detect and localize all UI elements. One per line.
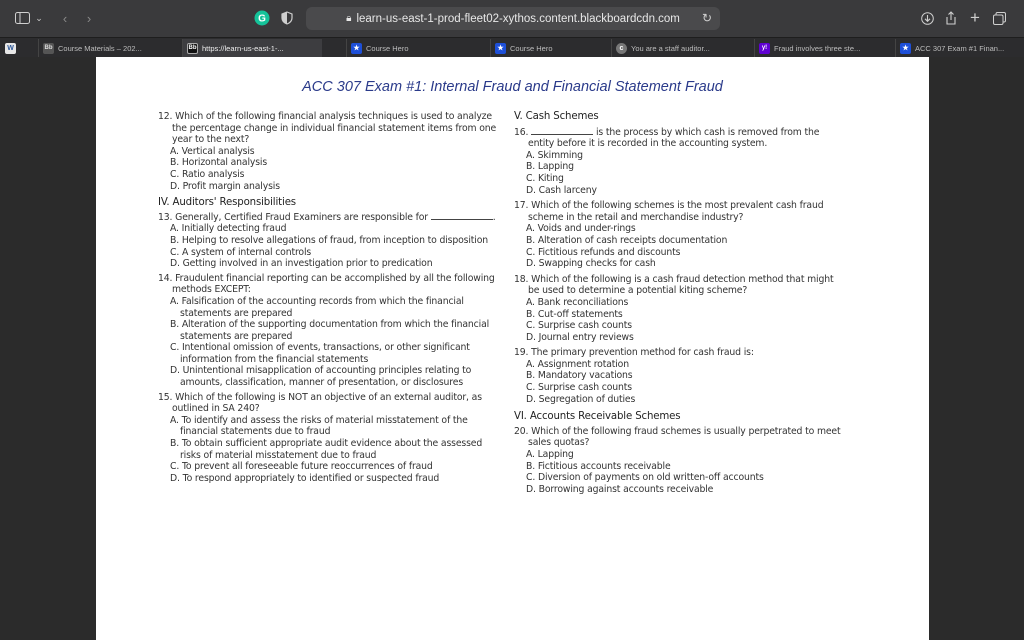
tab-label: ACC 307 Exam #1 Finan...: [915, 43, 1005, 53]
option: C. Kiting: [526, 172, 564, 184]
option: C. Intentional omission of events, transactions, or other significant information from the financial statements: [170, 342, 470, 365]
chevron-down-icon[interactable]: ⌄: [35, 12, 43, 23]
option: D. Borrowing against accounts receivable: [526, 483, 714, 495]
tab-course-hero-2[interactable]: [490, 39, 610, 57]
question-text: 15. Which of the following is NOT an objective of an external auditor, as outlined in SA 240?: [158, 391, 482, 415]
option: B. Cut-off statements: [526, 308, 623, 320]
question-18: [514, 274, 844, 344]
option: D. Journal entry reviews: [526, 331, 634, 343]
option: A. Falsification of the accounting records from which the financial statements are prepared: [170, 295, 464, 319]
tab-chegg[interactable]: [611, 39, 753, 57]
option: A. Voids and under-rings: [526, 223, 636, 235]
question-text: 19. The primary prevention method for cash fraud is:: [514, 347, 754, 359]
course-hero-icon: ★: [495, 43, 506, 54]
option: B. Helping to resolve allegations of fraud, from inception to disposition: [170, 234, 488, 246]
address-bar[interactable]: [306, 7, 720, 30]
option: C. A system of internal controls: [170, 246, 312, 258]
answer-blank: [531, 127, 593, 135]
option: A. Bank reconciliations: [526, 296, 629, 308]
question-text: 18. Which of the following is a cash fraud detection method that might be used to determine a potential kiting scheme?: [514, 273, 834, 297]
right-column: [514, 111, 844, 495]
option: A. Initially detecting fraud: [170, 223, 287, 235]
question-17: [514, 200, 844, 270]
tab-label: Course Hero: [366, 43, 409, 53]
question-text: 12. Which of the following financial analysis techniques is used to analyze the percentage change in individual financial statement items from one year to the next?: [158, 111, 497, 146]
download-icon[interactable]: [920, 9, 934, 27]
option: B. Alteration of the supporting documentation from which the financial statements are prepared: [170, 319, 490, 342]
back-icon[interactable]: ‹: [62, 10, 68, 26]
tab-blackboard-file[interactable]: [182, 39, 322, 57]
tab-strip: [0, 37, 1024, 57]
course-hero-icon: ★: [900, 43, 911, 54]
course-hero-icon: ★: [351, 43, 362, 54]
option: C. Surprise cash counts: [526, 320, 632, 332]
browser-toolbar: [0, 0, 1024, 37]
option: D. To respond appropriately to identified or suspected fraud: [170, 472, 440, 484]
yahoo-icon: y!: [759, 43, 770, 54]
option: C. Surprise cash counts: [526, 382, 632, 394]
forward-icon[interactable]: ›: [86, 10, 92, 26]
question-text: 13. Generally, Certified Fraud Examiners are responsible for .: [158, 211, 496, 223]
option: D. Getting involved in an investigation prior to predication: [170, 258, 433, 270]
sidebar-toggle-icon[interactable]: [14, 9, 30, 27]
option: A. Assignment rotation: [526, 358, 629, 370]
option: B. Mandatory vacations: [526, 370, 633, 382]
tab-label: You are a staff auditor...: [631, 43, 710, 53]
tab-label: https://learn-us-east-1-...: [202, 43, 284, 53]
tab-label: Course Hero: [510, 43, 553, 53]
question-14: [158, 273, 500, 389]
privacy-shield-icon[interactable]: [280, 9, 294, 27]
address-text: learn-us-east-1-prod-fleet02-xythos.content.blackboardcdn.com: [356, 12, 680, 25]
option: B. Lapping: [526, 161, 574, 173]
svg-text:G: G: [258, 13, 266, 25]
section-heading: IV. Auditors' Responsibilities: [158, 197, 296, 209]
question-text: 14. Fraudulent financial reporting can be accomplished by all the following methods EXCEPT:: [158, 272, 495, 296]
option: C. To prevent all foreseeable future reoccurrences of fraud: [170, 461, 433, 473]
blackboard-icon: Bb: [43, 43, 54, 54]
option: D. Segregation of duties: [526, 393, 636, 405]
question-text: 20. Which of the following fraud schemes is usually perpetrated to meet sales quotas?: [514, 425, 841, 449]
page-title: ACC 307 Exam #1: Internal Fraud and Financial Statement Fraud: [302, 79, 723, 95]
question-12: [158, 111, 500, 192]
word-icon: W: [5, 43, 16, 54]
tab-course-materials[interactable]: [38, 39, 178, 57]
option: C. Fictitious refunds and discounts: [526, 246, 681, 258]
tab-label: Fraud involves three ste...: [774, 43, 861, 53]
option: C. Diversion of payments on old written-off accounts: [526, 472, 764, 484]
question-text: 16. is the process by which cash is removed from the entity before it is recorded in the accounting system.: [514, 126, 820, 150]
tab-yahoo[interactable]: [754, 39, 894, 57]
grammarly-icon[interactable]: [254, 9, 270, 27]
answer-blank: [431, 212, 493, 220]
question-13: [158, 212, 500, 270]
chegg-icon: c: [616, 43, 627, 54]
option: A. To identify and assess the risks of material misstatement of the financial statements due to fraud: [170, 414, 468, 438]
question-19: [514, 347, 844, 405]
document-page: [96, 57, 929, 640]
tab-pinned-word[interactable]: [2, 39, 22, 57]
option: B. Horizontal analysis: [170, 157, 268, 169]
question-16: [514, 127, 844, 197]
tab-label: Course Materials – 202...: [58, 43, 142, 53]
reload-icon[interactable]: ↻: [701, 11, 712, 25]
tab-acc-exam[interactable]: [895, 39, 1024, 57]
question-20: [514, 426, 844, 496]
option: C. Ratio analysis: [170, 168, 245, 180]
left-column: [158, 111, 500, 484]
share-icon[interactable]: [944, 9, 958, 27]
blackboard-icon: Bb: [187, 43, 198, 54]
new-tab-icon[interactable]: +: [970, 8, 980, 27]
tab-overview-icon[interactable]: [992, 9, 1006, 27]
option: A. Lapping: [526, 449, 574, 461]
option: B. Alteration of cash receipts documentation: [526, 234, 728, 246]
option: D. Unintentional misapplication of accounting principles relating to amounts, classification, manner of presentation, or disclosures: [170, 365, 472, 389]
question-text: 17. Which of the following schemes is the most prevalent cash fraud scheme in the retail and merchandise industry?: [514, 200, 824, 223]
option: A. Vertical analysis: [170, 145, 255, 157]
option: D. Cash larceny: [526, 184, 597, 196]
option: B. Fictitious accounts receivable: [526, 460, 671, 472]
option: D. Profit margin analysis: [170, 180, 280, 192]
section-heading: VI. Accounts Receivable Schemes: [514, 411, 681, 423]
option: D. Swapping checks for cash: [526, 258, 656, 270]
tab-course-hero-1[interactable]: [346, 39, 486, 57]
option: A. Skimming: [526, 149, 583, 161]
question-15: [158, 392, 500, 485]
section-heading: V. Cash Schemes: [514, 111, 599, 122]
option: B. To obtain sufficient appropriate audit evidence about the assessed risks of material misstatement due to fraud: [170, 438, 483, 461]
lock-icon: 🔒︎: [346, 13, 352, 24]
